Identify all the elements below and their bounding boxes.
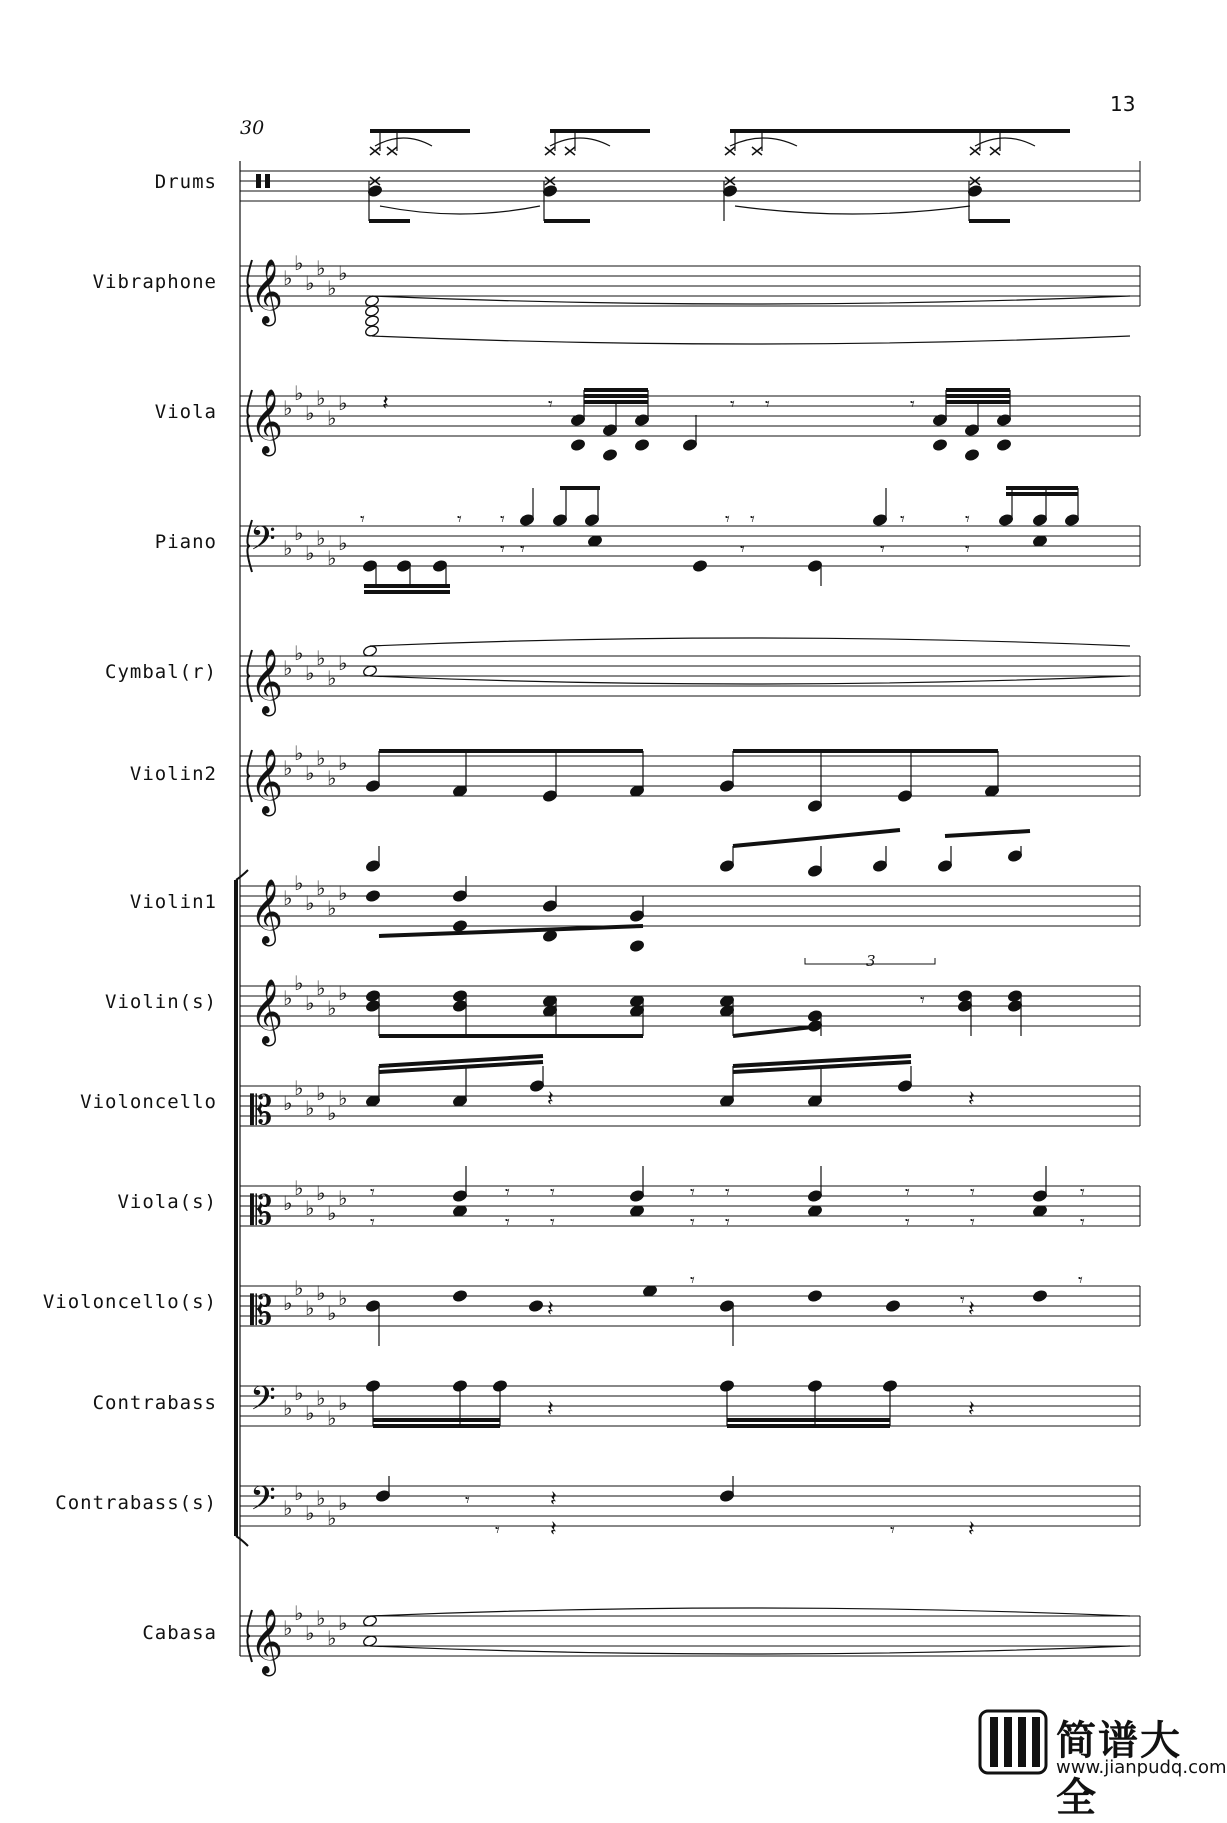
flat-sign: ♭ <box>283 656 293 680</box>
rest: 𝄾 <box>725 509 730 530</box>
notehead <box>365 1000 380 1013</box>
notehead <box>367 185 382 198</box>
notehead <box>872 514 887 527</box>
beam <box>945 831 1030 836</box>
flat-sign: ♭ <box>327 406 337 430</box>
notehead <box>528 1300 543 1313</box>
notehead <box>967 185 982 198</box>
notehead <box>932 414 947 427</box>
notehead <box>1007 1000 1022 1013</box>
rest: 𝄾 <box>905 1182 910 1203</box>
flat-sign: ♭ <box>338 651 348 675</box>
flat-sign: ♭ <box>327 1406 337 1430</box>
rest: 𝄽 <box>968 1397 975 1422</box>
flat-sign: ♭ <box>283 1091 293 1115</box>
flat-sign: ♭ <box>327 1626 337 1650</box>
rest: 𝄾 <box>765 394 770 415</box>
rest: 𝄾 <box>500 539 505 560</box>
flat-sign: ♭ <box>338 531 348 555</box>
treble-clef: 𝄞 <box>250 649 284 714</box>
rest: 𝄾 <box>880 539 885 560</box>
slur <box>372 296 1130 304</box>
rest: 𝄾 <box>965 509 970 530</box>
notehead <box>570 439 585 452</box>
rest: 𝄾 <box>465 1490 470 1511</box>
rest: 𝄾 <box>520 539 525 560</box>
rest: 𝄽 <box>550 1517 557 1542</box>
rest: 𝄾 <box>730 394 735 415</box>
notehead <box>807 560 822 573</box>
percussion-clef <box>256 174 261 188</box>
rest: 𝄾 <box>910 394 915 415</box>
clefs <box>250 174 283 1676</box>
rest: 𝄾 <box>725 1182 730 1203</box>
rest: 𝄾 <box>505 1212 510 1233</box>
slur <box>372 336 1130 344</box>
flat-sign: ♭ <box>294 521 304 545</box>
notehead <box>602 449 617 462</box>
slur <box>735 206 970 214</box>
notehead <box>629 910 644 923</box>
rest: 𝄾 <box>960 1290 965 1311</box>
rest: 𝄾 <box>1078 1270 1083 1291</box>
flat-sign: ♭ <box>305 401 315 425</box>
notehead <box>998 514 1013 527</box>
notehead <box>932 439 947 452</box>
rest: 𝄾 <box>550 1212 555 1233</box>
rest: 𝄾 <box>1080 1212 1085 1233</box>
rest: 𝄾 <box>750 509 755 530</box>
flat-sign: ♭ <box>305 1401 315 1425</box>
treble-clef: 𝄞 <box>250 879 284 944</box>
flat-sign: ♭ <box>283 986 293 1010</box>
flat-sign: ♭ <box>338 261 348 285</box>
flat-sign: ♭ <box>338 1086 348 1110</box>
notehead <box>996 439 1011 452</box>
flat-sign: ♭ <box>327 276 337 300</box>
rest: 𝄽 <box>547 1397 554 1422</box>
instrument-label-contrabasss: Contrabass(s) <box>55 1492 217 1514</box>
flat-sign: ♭ <box>327 896 337 920</box>
flat-sign: ♭ <box>305 761 315 785</box>
instrument-label-violoncello: Violoncello <box>80 1091 217 1113</box>
flat-sign: ♭ <box>294 1276 304 1300</box>
x-notehead <box>990 147 1000 155</box>
flat-sign: ♭ <box>305 1196 315 1220</box>
flat-sign: ♭ <box>294 1176 304 1200</box>
flat-sign: ♭ <box>338 391 348 415</box>
rest: 𝄾 <box>550 1182 555 1203</box>
bass-clef: 𝄢 <box>250 1380 276 1426</box>
notehead <box>452 890 467 903</box>
beam <box>733 830 900 846</box>
flat-sign: ♭ <box>327 996 337 1020</box>
notehead <box>964 449 979 462</box>
rest: 𝄾 <box>970 1182 975 1203</box>
alto-clef: 𝄡 <box>250 1188 273 1234</box>
notehead <box>365 1300 380 1313</box>
flat-sign: ♭ <box>338 1286 348 1310</box>
flat-sign: ♭ <box>294 871 304 895</box>
flat-sign: ♭ <box>316 386 326 410</box>
instrument-label-contrabass: Contrabass <box>92 1392 217 1414</box>
notehead <box>364 325 379 338</box>
flat-sign: ♭ <box>338 881 348 905</box>
rest: 𝄽 <box>547 1297 554 1322</box>
treble-clef: 𝄞 <box>250 979 284 1044</box>
notehead <box>629 940 644 953</box>
flat-sign: ♭ <box>316 1081 326 1105</box>
notehead <box>964 424 979 437</box>
notehead <box>432 560 447 573</box>
notehead <box>542 900 557 913</box>
flat-sign: ♭ <box>316 1606 326 1630</box>
notehead <box>365 990 380 1003</box>
slur <box>375 138 432 146</box>
x-notehead <box>565 147 575 155</box>
instrument-label-violas: Viola(s) <box>117 1191 217 1213</box>
notehead <box>722 185 737 198</box>
flat-sign: ♭ <box>294 641 304 665</box>
notehead <box>1007 990 1022 1003</box>
flat-sign: ♭ <box>283 266 293 290</box>
rest: 𝄾 <box>740 539 745 560</box>
notehead <box>1032 1290 1047 1303</box>
notehead <box>365 860 380 873</box>
flat-sign: ♭ <box>338 981 348 1005</box>
rest: 𝄾 <box>965 539 970 560</box>
notehead <box>364 315 379 328</box>
rest: 𝄾 <box>690 1270 695 1291</box>
slur <box>370 638 1130 646</box>
instrument-label-viola: Viola <box>154 401 217 423</box>
notehead <box>692 560 707 573</box>
rest: 𝄾 <box>360 509 365 530</box>
slur <box>370 1646 1130 1654</box>
notehead <box>719 860 734 873</box>
flat-sign: ♭ <box>294 971 304 995</box>
notehead <box>552 514 567 527</box>
notehead <box>452 920 467 933</box>
rest: 𝄾 <box>725 1212 730 1233</box>
rest: 𝄽 <box>968 1297 975 1322</box>
flat-sign: ♭ <box>283 396 293 420</box>
treble-clef: 𝄞 <box>250 259 284 324</box>
rest: 𝄾 <box>920 990 925 1011</box>
flat-sign: ♭ <box>283 1616 293 1640</box>
notehead <box>807 800 822 813</box>
rest: 𝄾 <box>890 1520 895 1541</box>
flat-sign: ♭ <box>305 661 315 685</box>
alto-clef: 𝄡 <box>250 1088 273 1134</box>
beam <box>379 926 643 936</box>
notehead <box>629 1190 644 1203</box>
flat-sign: ♭ <box>305 891 315 915</box>
x-notehead <box>725 147 735 155</box>
flat-sign: ♭ <box>338 1491 348 1515</box>
notehead <box>719 1490 734 1503</box>
notehead <box>452 1190 467 1203</box>
flat-sign: ♭ <box>305 271 315 295</box>
watermark-logo <box>978 1709 1227 1821</box>
alto-clef: 𝄡 <box>250 1288 273 1334</box>
notehead <box>570 414 585 427</box>
bracket-hook <box>236 870 248 880</box>
flat-sign: ♭ <box>294 251 304 275</box>
notehead <box>542 790 557 803</box>
flat-sign: ♭ <box>327 1201 337 1225</box>
rest: 𝄽 <box>968 1087 975 1112</box>
flat-sign: ♭ <box>327 1101 337 1125</box>
rest: 𝄾 <box>505 1182 510 1203</box>
flat-sign: ♭ <box>316 256 326 280</box>
slur <box>380 206 540 214</box>
instrument-label-violin1: Violin1 <box>129 891 217 913</box>
flat-sign: ♭ <box>316 876 326 900</box>
x-notehead <box>970 147 980 155</box>
rest: 𝄽 <box>550 1487 557 1512</box>
notehead <box>872 860 887 873</box>
notehead <box>957 990 972 1003</box>
flat-sign: ♭ <box>316 746 326 770</box>
flat-sign: ♭ <box>316 646 326 670</box>
notehead <box>1032 1190 1047 1203</box>
notehead <box>807 865 822 878</box>
flat-sign: ♭ <box>338 1611 348 1635</box>
flat-sign: ♭ <box>294 1076 304 1100</box>
notehead <box>719 780 734 793</box>
slur <box>730 138 797 146</box>
beam <box>733 1026 821 1036</box>
watermark-url: www.jianpudq.com <box>1056 1757 1227 1778</box>
instrument-label-vibraphone: Vibraphone <box>92 271 217 293</box>
instrument-label-violoncellos: Violoncello(s) <box>42 1291 217 1313</box>
notehead <box>542 185 557 198</box>
flat-sign: ♭ <box>294 381 304 405</box>
flat-sign: ♭ <box>327 1506 337 1530</box>
slur <box>975 138 1035 146</box>
flat-sign: ♭ <box>305 541 315 565</box>
notehead <box>807 1290 822 1303</box>
rest: 𝄾 <box>457 509 462 530</box>
notehead <box>452 1290 467 1303</box>
instrument-label-violins: Violin(s) <box>105 991 217 1013</box>
slur <box>370 1608 1130 1616</box>
rest: 𝄾 <box>905 1212 910 1233</box>
notehead <box>1064 514 1079 527</box>
instrument-label-cymbal: Cymbal(r) <box>105 661 217 683</box>
flat-sign: ♭ <box>294 741 304 765</box>
flat-sign: ♭ <box>305 1621 315 1645</box>
staff-lines <box>240 161 1140 1656</box>
flat-sign: ♭ <box>294 1601 304 1625</box>
notehead <box>584 514 599 527</box>
flat-sign: ♭ <box>283 1396 293 1420</box>
notehead <box>362 560 377 573</box>
rest: 𝄾 <box>370 1212 375 1233</box>
flat-sign: ♭ <box>305 991 315 1015</box>
notehead <box>937 860 952 873</box>
flat-sign: ♭ <box>316 976 326 1000</box>
notehead <box>452 990 467 1003</box>
notehead <box>396 560 411 573</box>
rest: 𝄾 <box>690 1212 695 1233</box>
rest: 𝄾 <box>970 1212 975 1233</box>
flat-sign: ♭ <box>283 1291 293 1315</box>
notehead <box>365 780 380 793</box>
notehead <box>1007 850 1022 863</box>
key-signatures <box>283 251 347 1650</box>
x-notehead <box>370 147 380 155</box>
notehead <box>365 890 380 903</box>
x-notehead <box>545 147 555 155</box>
rest: 𝄾 <box>1080 1182 1085 1203</box>
notehead <box>375 1490 390 1503</box>
notehead <box>897 1080 912 1093</box>
flat-sign: ♭ <box>327 766 337 790</box>
notehead <box>682 439 697 452</box>
watermark-title: 简谱大全 <box>1056 1718 1182 1821</box>
notehead <box>957 1000 972 1013</box>
rest: 𝄾 <box>495 1520 500 1541</box>
flat-sign: ♭ <box>283 1191 293 1215</box>
flat-sign: ♭ <box>294 1481 304 1505</box>
flat-sign: ♭ <box>283 536 293 560</box>
flat-sign: ♭ <box>338 751 348 775</box>
flat-sign: ♭ <box>316 1386 326 1410</box>
treble-clef: 𝄞 <box>250 1609 284 1674</box>
flat-sign: ♭ <box>283 1496 293 1520</box>
rest: 𝄽 <box>547 1087 554 1112</box>
bass-clef: 𝄢 <box>250 520 276 566</box>
notehead <box>807 1010 822 1023</box>
notehead <box>807 1190 822 1203</box>
slur <box>550 138 610 146</box>
tuplet-label: 3 <box>866 952 876 970</box>
notehead <box>1032 514 1047 527</box>
instrument-label-violin2: Violin2 <box>129 763 217 785</box>
flat-sign: ♭ <box>305 1096 315 1120</box>
notehead <box>519 514 534 527</box>
bass-clef: 𝄢 <box>250 1480 276 1526</box>
page-number: 13 <box>1110 92 1136 116</box>
notehead <box>719 1300 734 1313</box>
rest: 𝄾 <box>548 394 553 415</box>
flat-sign: ♭ <box>283 756 293 780</box>
flat-sign: ♭ <box>327 666 337 690</box>
flat-sign: ♭ <box>316 526 326 550</box>
flat-sign: ♭ <box>305 1296 315 1320</box>
rest: 𝄾 <box>500 509 505 530</box>
flat-sign: ♭ <box>327 546 337 570</box>
instrument-label-drums: Drums <box>154 171 217 193</box>
notehead <box>885 1300 900 1313</box>
flat-sign: ♭ <box>316 1181 326 1205</box>
notehead <box>634 439 649 452</box>
percussion-clef <box>265 174 270 188</box>
treble-clef: 𝄞 <box>250 389 284 454</box>
notehead <box>602 424 617 437</box>
treble-clef: 𝄞 <box>250 749 284 814</box>
rest: 𝄽 <box>968 1517 975 1542</box>
rest: 𝄾 <box>900 509 905 530</box>
flat-sign: ♭ <box>316 1281 326 1305</box>
bracket-hook <box>236 1536 248 1546</box>
slur <box>370 676 1130 684</box>
flat-sign: ♭ <box>283 886 293 910</box>
rest: 𝄾 <box>370 1182 375 1203</box>
flat-sign: ♭ <box>338 1391 348 1415</box>
flat-sign: ♭ <box>338 1186 348 1210</box>
flat-sign: ♭ <box>294 1381 304 1405</box>
flat-sign: ♭ <box>316 1486 326 1510</box>
x-notehead <box>387 147 397 155</box>
notehead <box>529 1080 544 1093</box>
instrument-label-cabasa: Cabasa <box>142 1622 217 1644</box>
measure-number: 30 <box>240 117 265 139</box>
notehead <box>996 414 1011 427</box>
notehead <box>452 1000 467 1013</box>
notehead <box>634 414 649 427</box>
rest: 𝄾 <box>690 1182 695 1203</box>
instrument-label-piano: Piano <box>154 531 217 553</box>
piano-keys-icon <box>978 1709 1048 1775</box>
notehead <box>897 790 912 803</box>
x-notehead <box>752 147 762 155</box>
rest: 𝄽 <box>382 391 389 416</box>
flat-sign: ♭ <box>327 1301 337 1325</box>
flat-sign: ♭ <box>305 1501 315 1525</box>
